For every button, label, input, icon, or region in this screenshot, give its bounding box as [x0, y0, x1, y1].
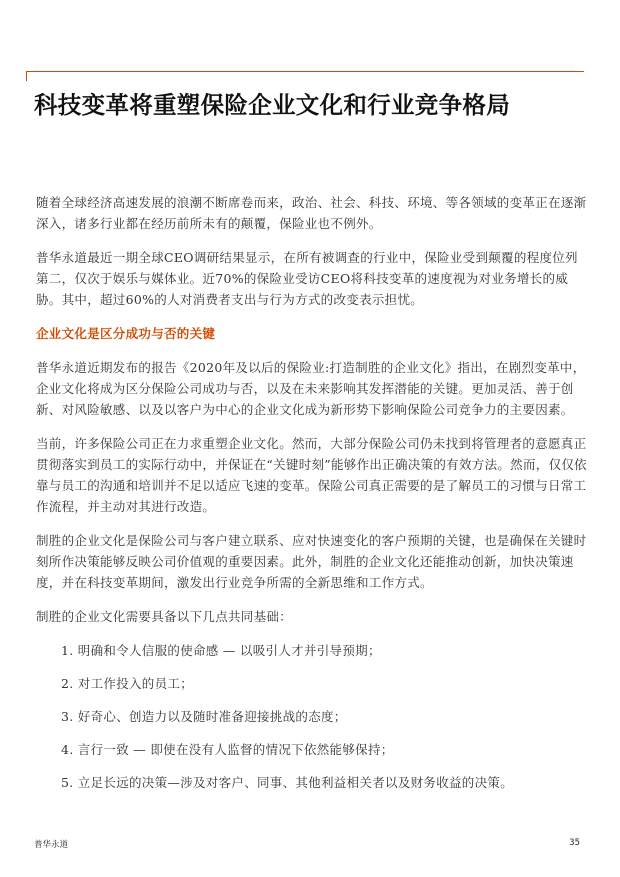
article-body	[36, 192, 588, 805]
intro-paragraph-2: 普华永道最近一期全球CEO调研结果显示，在所有被调查的行业中，保险业受到颠覆的程度位列第二，仅次于娱乐与媒体业。近70%的保险业受访CEO将科技变革的速度视为对业务增长的威胁。其中，超过60%的人对消费者支出与行为方式的改变表示担忧。	[36, 250, 578, 307]
list-intro-paragraph: 制胜的企业文化需要具备以下几点共同基础：	[36, 609, 293, 624]
list-item: 4. 言行一致 — 即使在没有人监督的情况下依然能够保持；	[61, 742, 394, 757]
page-number: 35	[569, 838, 580, 848]
section-paragraph-1: 普华永道近期发布的报告《2020年及以后的保险业:打造制胜的企业文化》指出，在剧烈变革中，企业文化将成为区分保险公司成功与否，以及在未来影响其发挥潜能的关键。更加灵活、善于创新、对风险敏感、以及以客户为中心的企业文化成为新形势下影响保险公司竞争力的主要因素。	[36, 360, 586, 417]
top-divider-line	[26, 71, 584, 72]
list-item: 2. 对工作投入的员工；	[61, 676, 193, 691]
section-heading: 企业文化是区分成功与否的关键	[36, 326, 216, 341]
foundations-list	[36, 640, 588, 793]
list-item: 5. 立足长远的决策—涉及对客户、同事、其他利益相关者以及财务收益的决策。	[61, 775, 514, 790]
page-title: 科技变革将重塑保险企业文化和行业竞争格局	[34, 91, 510, 119]
footer-brand: 普华永道	[34, 840, 69, 850]
section-paragraph-3: 制胜的企业文化是保险公司与客户建立联系、应对快速变化的客户预期的关键，也是确保在关键时刻所作决策能够反映公司价值观的重要因素。此外，制胜的企业文化还能推动创新，加快决策速度，并在科技变革期间，激发出行业竞争所需的全新思维和工作方式。	[36, 533, 587, 590]
top-divider	[26, 71, 584, 83]
top-divider-tick	[26, 71, 27, 81]
section-paragraph-2: 当前，许多保险公司正在力求重塑企业文化。然而，大部分保险公司仍未找到将管理者的意愿真正贯彻落实到员工的实际行动中，并保证在“关键时刻”能够作出正确决策的有效方法。然而，仅仅依靠与员工的沟通和培训并不足以适应飞速的变革。保险公司真正需要的是了解员工的习惯与日常工作流程，并主动对其进行改造。	[36, 436, 587, 514]
list-item: 3. 好奇心、创造力以及随时准备迎接挑战的态度；	[61, 709, 347, 724]
intro-paragraph-1: 随着全球经济高速发展的浪潮不断席卷而来，政治、社会、科技、环境、等各领域的变革正在逐渐深入，诸多行业都在经历前所未有的颠覆，保险业也不例外。	[36, 195, 587, 231]
list-item: 1. 明确和令人信服的使命感 — 以吸引人才并引导预期；	[61, 643, 381, 658]
